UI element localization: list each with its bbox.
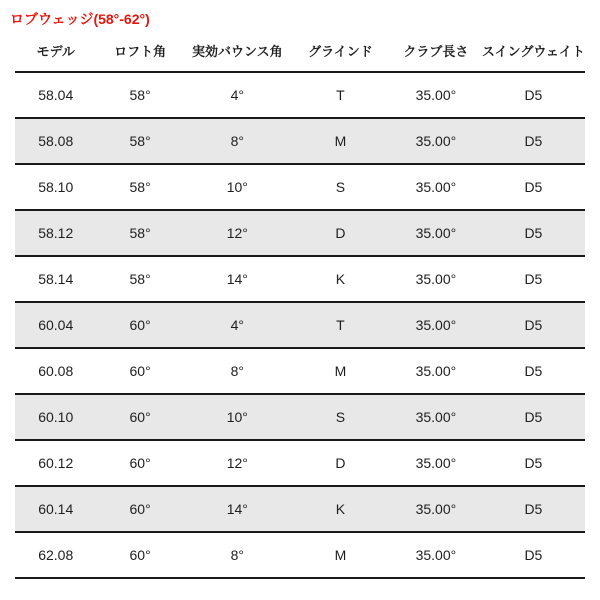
page-title: ロブウェッジ(58°-62°) xyxy=(10,11,150,27)
cell: M xyxy=(291,348,390,394)
cell: D5 xyxy=(482,164,585,210)
table-row xyxy=(15,394,585,440)
cell: 60° xyxy=(97,532,184,578)
cell: 35.00° xyxy=(390,256,482,302)
cell: D5 xyxy=(482,256,585,302)
cell: 58.10 xyxy=(15,164,97,210)
cell: 60.10 xyxy=(15,394,97,440)
table-header xyxy=(15,30,585,72)
cell: 10° xyxy=(184,394,291,440)
cell: 60° xyxy=(97,302,184,348)
cell: 12° xyxy=(184,440,291,486)
cell: D5 xyxy=(482,302,585,348)
wedge-spec-table xyxy=(15,30,585,579)
cell: D5 xyxy=(482,72,585,118)
cell: 62.08 xyxy=(15,532,97,578)
cell: 35.00° xyxy=(390,532,482,578)
cell: K xyxy=(291,256,390,302)
table-row xyxy=(15,256,585,302)
cell: 58° xyxy=(97,164,184,210)
header-row xyxy=(15,30,585,72)
column-header: スイングウェイト xyxy=(482,30,585,72)
cell: 60.12 xyxy=(15,440,97,486)
column-header: モデル xyxy=(15,30,97,72)
table-row xyxy=(15,302,585,348)
cell: D5 xyxy=(482,486,585,532)
table-row xyxy=(15,72,585,118)
cell: 58.12 xyxy=(15,210,97,256)
cell: 58° xyxy=(97,72,184,118)
cell: 35.00° xyxy=(390,72,482,118)
cell: 58.08 xyxy=(15,118,97,164)
table-row xyxy=(15,348,585,394)
cell: 4° xyxy=(184,72,291,118)
cell: 35.00° xyxy=(390,210,482,256)
cell: 60° xyxy=(97,440,184,486)
cell: 60.08 xyxy=(15,348,97,394)
cell: D5 xyxy=(482,394,585,440)
cell: 58° xyxy=(97,118,184,164)
cell: D5 xyxy=(482,118,585,164)
cell: S xyxy=(291,164,390,210)
cell: 8° xyxy=(184,118,291,164)
cell: K xyxy=(291,486,390,532)
column-header: 実効バウンス角 xyxy=(184,30,291,72)
cell: 12° xyxy=(184,210,291,256)
cell: M xyxy=(291,532,390,578)
cell: T xyxy=(291,72,390,118)
cell: 35.00° xyxy=(390,302,482,348)
cell: S xyxy=(291,394,390,440)
cell: 35.00° xyxy=(390,164,482,210)
cell: M xyxy=(291,118,390,164)
column-header: グラインド xyxy=(291,30,390,72)
cell: D xyxy=(291,210,390,256)
cell: 60° xyxy=(97,486,184,532)
table-body xyxy=(15,72,585,578)
cell: 35.00° xyxy=(390,394,482,440)
cell: 58.14 xyxy=(15,256,97,302)
cell: 58.04 xyxy=(15,72,97,118)
cell: D5 xyxy=(482,348,585,394)
cell: 35.00° xyxy=(390,118,482,164)
cell: 10° xyxy=(184,164,291,210)
column-header: ロフト角 xyxy=(97,30,184,72)
cell: D5 xyxy=(482,440,585,486)
cell: 8° xyxy=(184,348,291,394)
table-row xyxy=(15,486,585,532)
cell: 35.00° xyxy=(390,440,482,486)
cell: 58° xyxy=(97,210,184,256)
table-row xyxy=(15,210,585,256)
cell: D5 xyxy=(482,532,585,578)
cell: D5 xyxy=(482,210,585,256)
table-row xyxy=(15,440,585,486)
cell: 8° xyxy=(184,532,291,578)
cell: 60° xyxy=(97,394,184,440)
cell: 14° xyxy=(184,256,291,302)
cell: 35.00° xyxy=(390,486,482,532)
cell: 14° xyxy=(184,486,291,532)
table-row xyxy=(15,164,585,210)
cell: 60° xyxy=(97,348,184,394)
cell: 60.04 xyxy=(15,302,97,348)
table-row xyxy=(15,118,585,164)
cell: 58° xyxy=(97,256,184,302)
cell: 60.14 xyxy=(15,486,97,532)
cell: T xyxy=(291,302,390,348)
column-header: クラブ長さ xyxy=(390,30,482,72)
cell: 35.00° xyxy=(390,348,482,394)
cell: 4° xyxy=(184,302,291,348)
cell: D xyxy=(291,440,390,486)
table-row xyxy=(15,532,585,578)
